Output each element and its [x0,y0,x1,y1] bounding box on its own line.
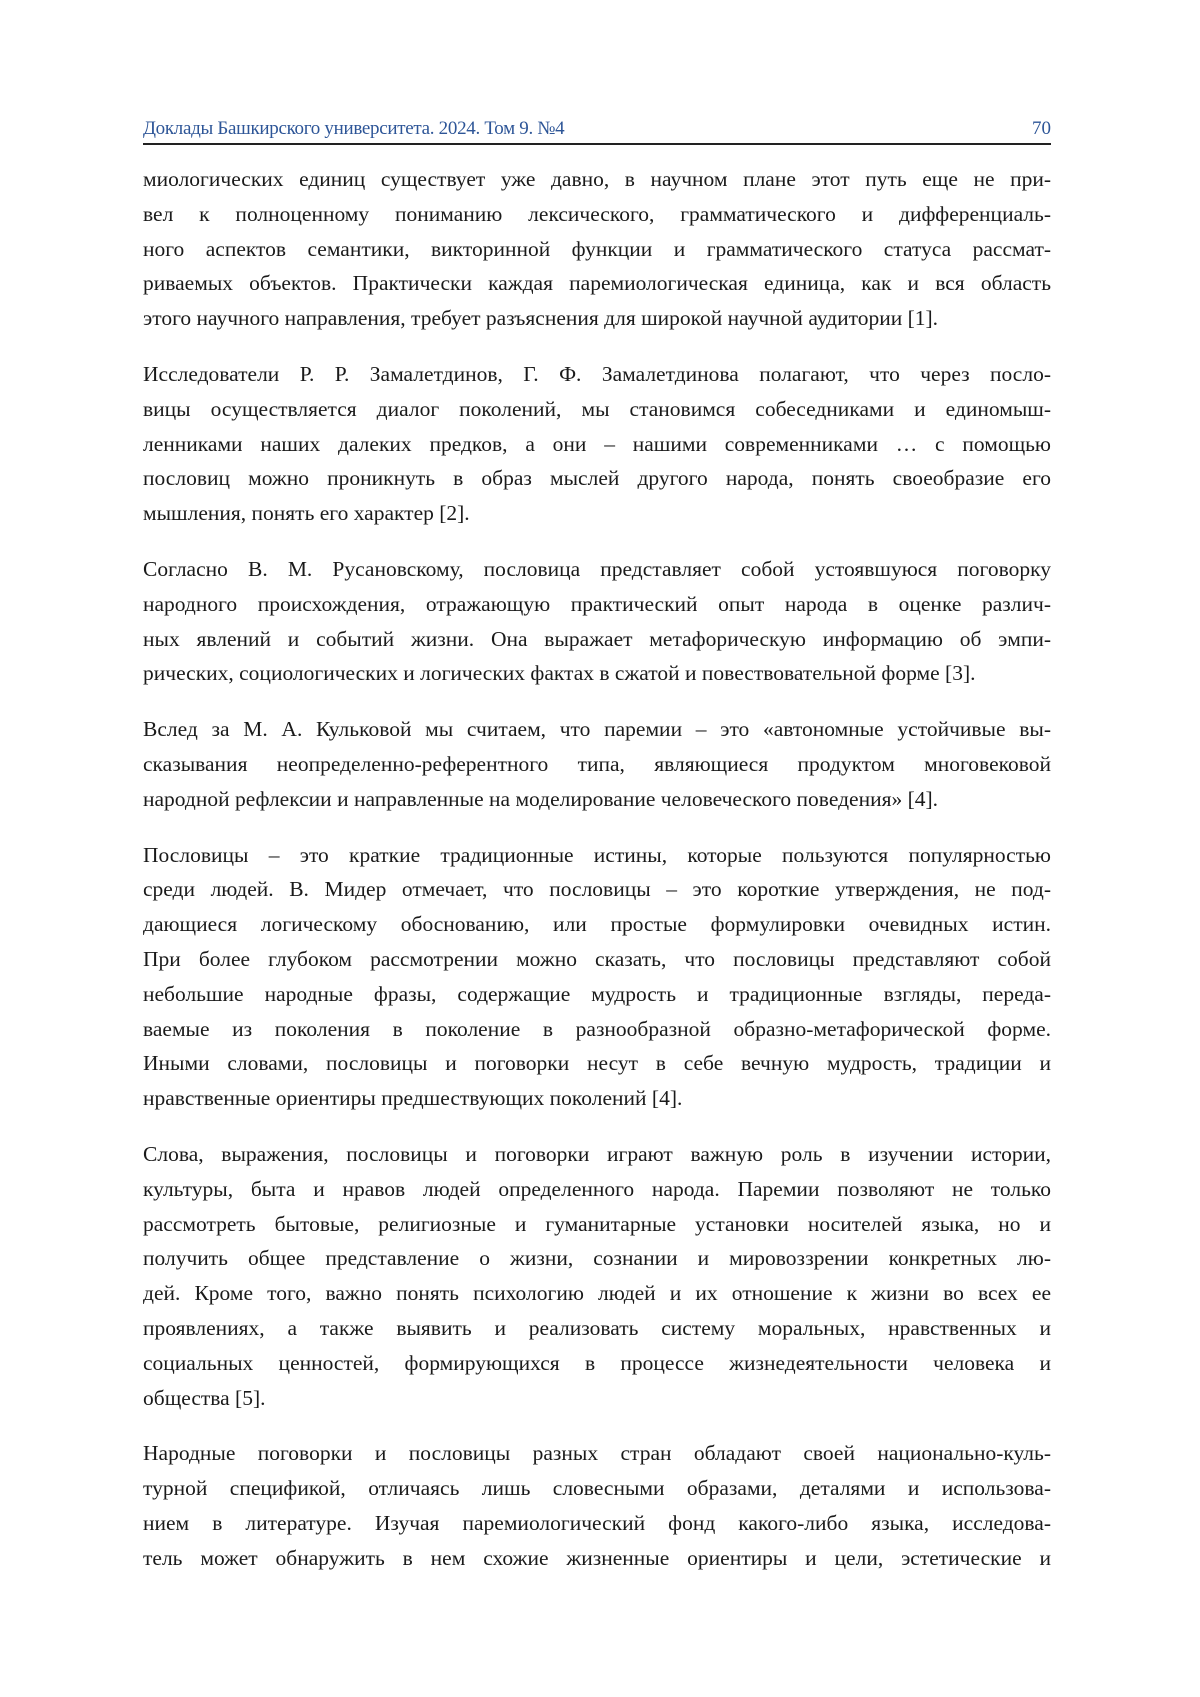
text-line: Народные поговорки и пословицы разных стран обладают своей национально-куль- [143,1441,1051,1466]
text-line: Согласно В. М. Русановскому, пословица представляет собой устоявшуюся поговорку [143,556,1051,581]
text-line: ваемые из поколения в поколение в разнообразной образно-метафорической форме. [143,1016,1051,1041]
paragraph [143,838,1051,1116]
text-line: Пословицы – это краткие традиционные истины, которые пользуются популярностью [143,842,1051,867]
text-line: проявлениях, а также выявить и реализовать систему моральных, нравственных и [143,1315,1051,1340]
text-line: дей. Кроме того, важно понять психологию людей и их отношение к жизни во всех ее [143,1281,1051,1306]
page-number: 70 [1032,118,1051,139]
article-body [143,162,1051,1596]
paragraph [143,712,1051,816]
paragraph [143,1436,1051,1575]
text-line: культуры, быта и нравов людей определенного народа. Паремии позволяют не только [143,1176,1051,1201]
text-line: мышления, понять его характер [2]. [143,501,470,526]
text-line: народного происхождения, отражающую практический опыт народа в оценке различ- [143,591,1051,616]
text-line: миологических единиц существует уже давно, в научном плане этот путь еще не при- [143,167,1051,191]
text-line: Исследователи Р. Р. Замалетдинов, Г. Ф. Замалетдинова полагают, что через посло- [143,361,1051,386]
text-line: вел к полноценному пониманию лексического, грамматического и дифференциаль- [143,201,1051,226]
text-line: этого научного направления, требует разъяснения для широкой научной аудитории [1]. [143,306,939,331]
text-line: социальных ценностей, формирующихся в процессе жизнедеятельности человека и [143,1350,1051,1375]
text-line: ных явлений и событий жизни. Она выражает метафорическую информацию об эмпи- [143,626,1051,651]
text-line: Вслед за М. А. Кульковой мы считаем, что паремии – это «автономные устойчивые вы- [143,717,1051,742]
text-line: небольшие народные фразы, содержащие мудрость и традиционные взгляды, переда- [143,981,1051,1006]
paragraph [143,357,1051,531]
text-line: При более глубоком рассмотрении можно сказать, что пословицы представляют собой [143,946,1051,971]
text-line: тель может обнаружить в нем схожие жизненные ориентиры и цели, эстетические и [143,1545,1051,1570]
text-line: рических, социологических и логических фактах в сжатой и повествовательной форме [3]. [143,661,976,686]
paragraph [143,552,1051,691]
text-line: сказывания неопределенно-референтного типа, являющиеся продуктом многовековой [143,751,1051,776]
header-rule [143,143,1051,145]
text-line: нравственные ориентиры предшествующих поколений [4]. [143,1086,683,1111]
text-line: риваемых объектов. Практически каждая паремиологическая единица, как и вся область [143,271,1051,296]
text-line: народной рефлексии и направленные на моделирование человеческого поведения» [4]. [143,786,939,811]
text-line: Слова, выражения, пословицы и поговорки играют важную роль в изучении истории, [143,1141,1051,1166]
paragraph [143,1137,1051,1415]
running-header [143,114,1051,142]
text-line: турной спецификой, отличаясь лишь словесными образами, деталями и использова- [143,1476,1051,1501]
text-line: рассмотреть бытовые, религиозные и гуманитарные установки носителей языка, но и [143,1211,1051,1236]
text-line: среди людей. В. Мидер отмечает, что пословицы – это короткие утверждения, не под- [143,877,1051,902]
text-line: ленниками наших далеких предков, а они – нашими современниками … с помощью [143,431,1051,456]
text-line: нием в литературе. Изучая паремиологический фонд какого-либо языка, исследова- [143,1510,1051,1535]
text-line: получить общее представление о жизни, сознании и мировоззрении конкретных лю- [143,1246,1051,1271]
paragraph [143,162,1051,336]
text-line: Иными словами, пословицы и поговорки несут в себе вечную мудрость, традиции и [143,1051,1051,1076]
text-line: вицы осуществляется диалог поколений, мы становимся собеседниками и единомыш- [143,396,1051,421]
text-line: общества [5]. [143,1385,266,1410]
text-line: пословиц можно проникнуть в образ мыслей другого народа, понять своеобразие его [143,466,1051,491]
journal-title: Доклады Башкирского университета. 2024. Том 9. №4 [143,118,565,139]
text-line: дающиеся логическому обоснованию, или простые формулировки очевидных истин. [143,912,1051,937]
text-line: ного аспектов семантики, викторинной функции и грамматического статуса рассмат- [143,236,1051,261]
